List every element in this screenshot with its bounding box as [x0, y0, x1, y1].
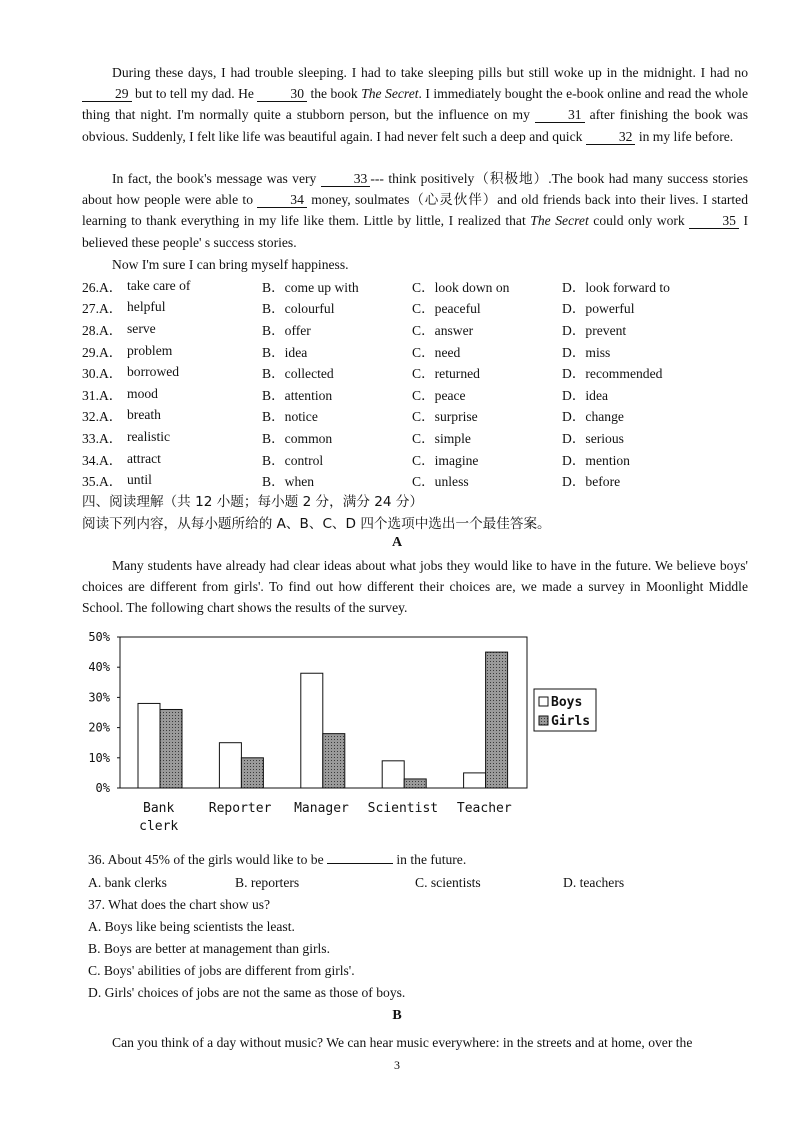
y-tick-label: 0% [95, 781, 110, 795]
option-a: breath [127, 407, 161, 423]
option-row [82, 275, 762, 297]
text: In fact, the book's message was very [112, 171, 321, 186]
option-row [82, 469, 762, 491]
option-row [82, 340, 762, 362]
blank-35: 35 [689, 214, 739, 229]
text: in my life before. [635, 128, 734, 144]
q37-option-c: C. Boys' abilities of jobs are different from girls'. [88, 963, 355, 978]
book-title: The Secret [530, 213, 589, 229]
option-b: B．colourful [262, 301, 335, 317]
text: could only work [588, 213, 690, 229]
option-b: B．control [262, 452, 324, 468]
text: the book [307, 86, 362, 102]
option-c: C．simple [412, 430, 471, 446]
option-b: B．common [262, 430, 333, 446]
book-title: The Secret [361, 86, 419, 102]
bar-girls-bank-clerk [160, 709, 182, 788]
y-tick-label: 30% [88, 690, 110, 705]
text: I believed these people' s success stories. [82, 213, 749, 250]
option-d: D．idea [562, 387, 609, 403]
option-a: problem [127, 342, 173, 358]
option-c: C．peace [412, 387, 466, 403]
blank-30: 30 [257, 87, 307, 102]
option-b: B．offer [262, 322, 311, 338]
x-tick-label: Bank [143, 801, 175, 816]
q36-option-c: C. scientists [415, 875, 481, 890]
option-row [82, 448, 762, 470]
text: During these days, I had trouble sleeping. I had to take sleeping pills but still woke up in the midnight. I had no [112, 65, 748, 80]
option-c: C．need [412, 344, 461, 360]
bar-girls-manager [323, 734, 345, 788]
option-row [82, 361, 762, 383]
question-stem: 36. About 45% of the girls would like to be [88, 852, 327, 867]
question-36 [88, 852, 466, 868]
job-choice-bar-chart [82, 625, 622, 840]
passage-a-text: Many students have already had clear ideas about what jobs they would like to have in the future. We believe boys' choices are different from girls'. To find out how different their choices are, we made a survey in Moonlight Middle School. The following chart shows the results of the survey. [82, 558, 748, 616]
q36-option-a: A. bank clerks [88, 875, 167, 890]
option-num: 35.A． [82, 474, 123, 490]
blank-32: 32 [586, 130, 636, 145]
section-title: 四、阅读理解（共 12 小题；每小题 2 分，满分 24 分） [82, 494, 424, 510]
q36-option-b: B. reporters [235, 875, 300, 890]
x-tick-label: Scientist [367, 801, 439, 816]
option-a: helpful [127, 299, 166, 315]
bar-boys-scientist [382, 761, 404, 788]
x-tick-label: clerk [139, 819, 179, 834]
option-d: D．powerful [562, 301, 635, 317]
y-tick-label: 40% [88, 660, 110, 675]
option-num: 26.A． [82, 279, 123, 295]
option-a: mood [127, 385, 158, 401]
legend-swatch-girls [539, 716, 548, 725]
blank-29: 29 [82, 87, 132, 102]
option-row [82, 383, 762, 405]
option-row [82, 318, 762, 340]
answer-blank [327, 863, 393, 864]
bar-girls-scientist [404, 779, 426, 788]
option-num: 27.A． [82, 301, 123, 317]
option-b: B．when [262, 474, 315, 490]
option-c: C．surprise [412, 409, 478, 425]
option-b: B．attention [262, 387, 333, 403]
option-a: until [127, 472, 152, 488]
option-a: serve [127, 320, 156, 336]
y-tick-label: 10% [88, 750, 110, 765]
text: --- think positively（积极地）.The book had many success stories about how people were able to [82, 171, 749, 208]
legend-label-girls: Girls [551, 714, 591, 729]
option-num: 34.A． [82, 452, 123, 468]
option-num: 29.A． [82, 344, 123, 360]
option-row [82, 426, 762, 448]
option-b: B．idea [262, 344, 308, 360]
option-d: D．change [562, 409, 624, 425]
option-d: D．miss [562, 344, 611, 360]
bar-girls-reporter [241, 758, 263, 788]
option-c: C．peaceful [412, 301, 481, 317]
x-tick-label: Teacher [456, 801, 512, 816]
bar-boys-reporter [219, 743, 241, 788]
passage-b-text: Can you think of a day without music? We can hear music everywhere: in the streets and at home, over the [112, 1035, 693, 1050]
option-b: B．collected [262, 366, 334, 382]
passage-a-heading: A [391, 535, 403, 550]
option-c: C．imagine [412, 452, 479, 468]
legend-swatch-boys [539, 697, 548, 706]
option-c: C．look down on [412, 279, 510, 295]
question-stem-end: in the future. [393, 852, 467, 867]
option-row [82, 297, 762, 319]
legend-label-boys: Boys [551, 695, 583, 710]
q37-option-b: B. Boys are better at management than girls. [88, 941, 330, 956]
option-a: borrowed [127, 364, 180, 380]
option-b: B．come up with [262, 279, 359, 295]
option-d: D．look forward to [562, 279, 670, 295]
section-instruction: 阅读下列内容，从每小题所给的 A、B、C、D 四个选项中选出一个最佳答案。 [82, 516, 551, 532]
bar-boys-bank-clerk [138, 703, 160, 788]
option-num: 31.A． [82, 387, 123, 403]
cloze-paragraph-2 [82, 168, 748, 253]
text: but to tell my dad. He [131, 86, 258, 102]
text: . I immediately bought the e-book online and read the whole thing that night. I'm normally quite a stubborn person, but the influence on my [82, 86, 748, 123]
page-number: 3 [394, 1058, 400, 1072]
option-c: C．returned [412, 366, 480, 382]
cloze-options-table [82, 275, 762, 491]
bar-girls-teacher [486, 652, 508, 788]
option-d: D．before [562, 474, 621, 490]
option-a: take care of [127, 277, 191, 293]
option-num: 30.A． [82, 366, 123, 382]
question-37: 37. What does the chart show us? [88, 897, 271, 912]
blank-33: 33 [321, 172, 371, 187]
option-b: B．notice [262, 409, 318, 425]
y-tick-label: 20% [88, 720, 110, 735]
option-c: C．answer [412, 322, 474, 338]
option-c: C．unless [412, 474, 469, 490]
cloze-paragraph-3: Now I'm sure I can bring myself happiness. [112, 257, 349, 272]
y-tick-label: 50% [88, 630, 110, 644]
blank-34: 34 [257, 193, 307, 208]
option-d: D．serious [562, 430, 624, 446]
blank-31: 31 [535, 108, 585, 123]
cloze-paragraph-1 [82, 62, 748, 147]
text: after finishing the book was obvious. Suddenly, I felt like life was beautiful again. I had never felt such a deep and quick [82, 107, 748, 144]
q37-option-a: A. Boys like being scientists the least. [88, 919, 295, 934]
option-num: 32.A． [82, 409, 123, 425]
q37-option-d: D. Girls' choices of jobs are not the same as those of boys. [88, 985, 406, 1000]
bar-boys-manager [301, 673, 323, 788]
q36-option-d: D. teachers [563, 875, 625, 890]
option-d: D．prevent [562, 322, 627, 338]
option-num: 33.A． [82, 430, 123, 446]
option-d: D．recommended [562, 366, 663, 382]
passage-b-heading: B [392, 1008, 402, 1023]
text: money, soulmates（心灵伙伴）and old friends back into their lives. I started learning to thank everything in my life like them. Little by little, I realized that [82, 192, 748, 229]
option-d: D．mention [562, 452, 630, 468]
bar-boys-teacher [464, 773, 486, 788]
option-a: realistic [127, 428, 171, 444]
option-row [82, 405, 762, 427]
x-tick-label: Manager [294, 801, 349, 816]
x-tick-label: Reporter [208, 801, 272, 816]
option-a: attract [127, 450, 161, 466]
option-num: 28.A． [82, 322, 123, 338]
